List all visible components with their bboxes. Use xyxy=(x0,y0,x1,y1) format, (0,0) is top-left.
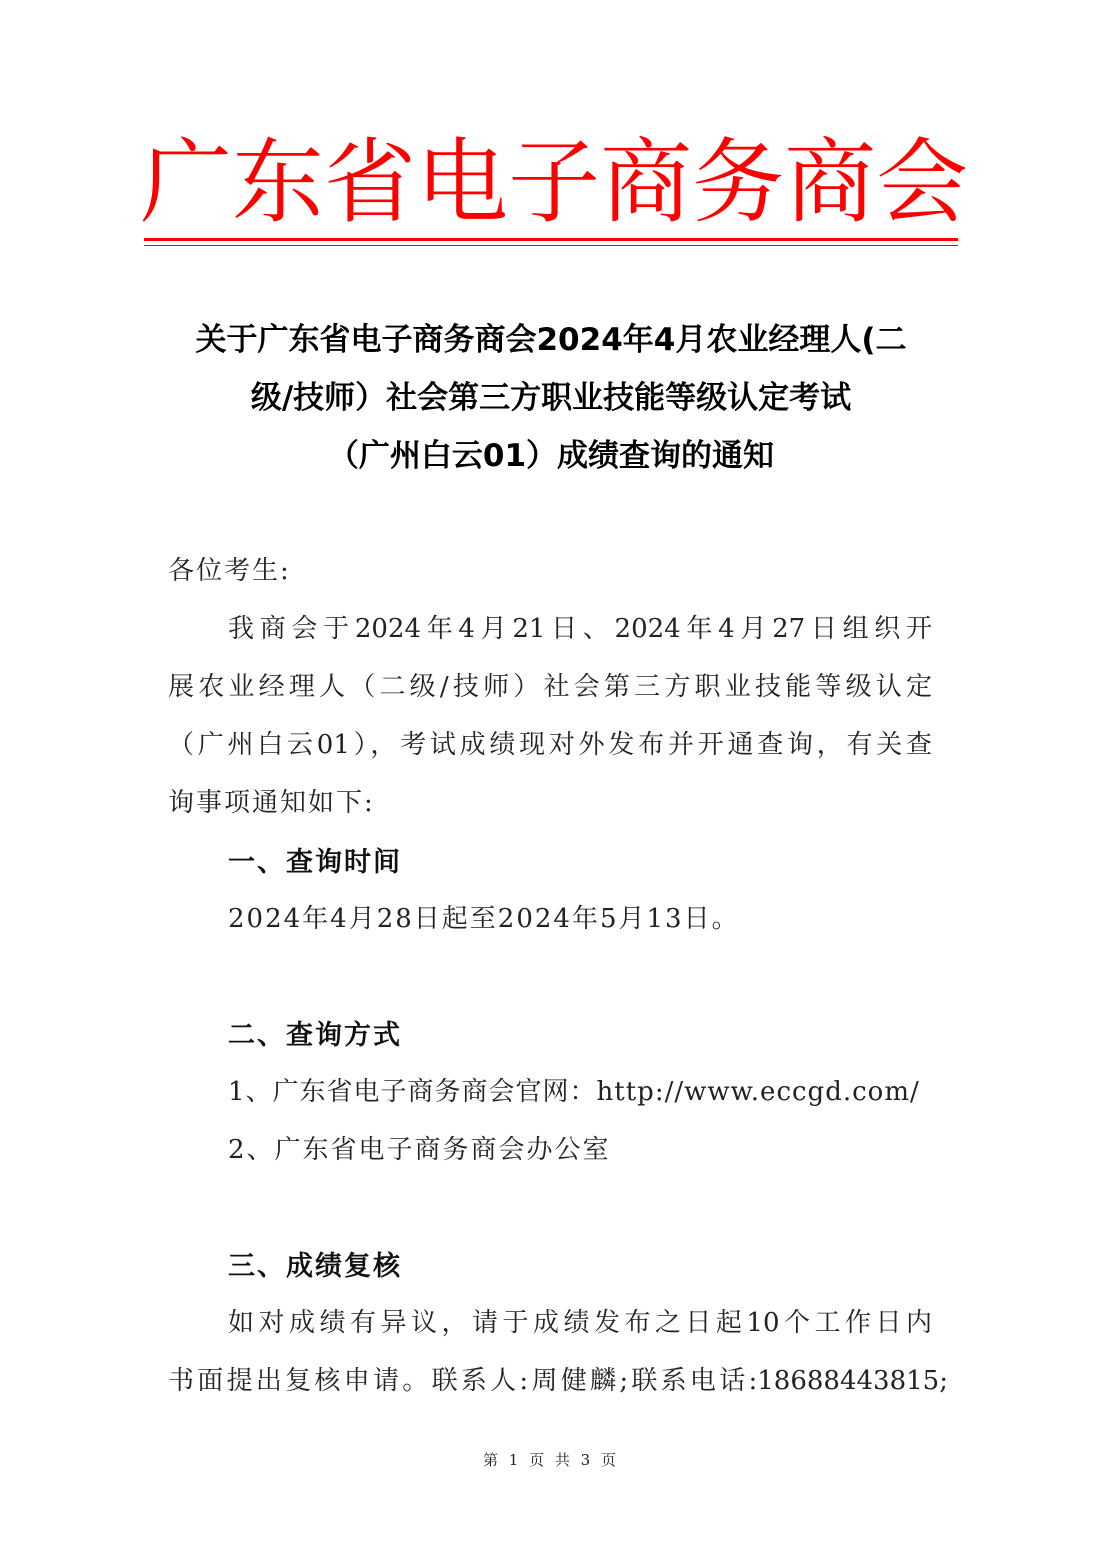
paragraph-1-line-2: 展农业经理人（二级/技师）社会第三方职业技能等级认定 xyxy=(168,672,932,702)
query-method-item-office: 2、广东省电子商务商会办公室 xyxy=(228,1135,611,1165)
letterhead-char: 子 xyxy=(508,129,601,236)
letterhead-char: 东 xyxy=(232,129,325,236)
letterhead-char: 商 xyxy=(600,129,693,236)
salutation: 各位考生: xyxy=(168,556,291,586)
page-number-footer: 第 1 页 共 3 页 xyxy=(483,1451,619,1469)
paragraph-1-line-4: 询事项通知如下: xyxy=(168,788,375,818)
notice-title-line-3: （广州白云01）成绩查询的通知 xyxy=(327,438,775,474)
score-review-line-1: 如对成绩有异议，请于成绩发布之日起10个工作日内 xyxy=(228,1308,932,1338)
section-heading-score-review: 三、成绩复核 xyxy=(228,1251,402,1282)
notice-title-line-2: 级/技师）社会第三方职业技能等级认定考试 xyxy=(250,380,852,416)
letterhead-char: 广 xyxy=(140,129,233,236)
letterhead-org-name xyxy=(140,128,969,238)
letterhead-char: 电 xyxy=(416,129,509,236)
letterhead-divider-thick xyxy=(144,238,958,241)
query-time-text: 2024年4月28日起至2024年5月13日。 xyxy=(228,904,740,934)
section-heading-query-time: 一、查询时间 xyxy=(228,847,402,878)
score-review-line-2: 书面提出复核申请。联系人:周健麟;联系电话:18688443815; xyxy=(168,1366,948,1396)
paragraph-1-line-3: （广州白云01），考试成绩现对外发布并开通查询，有关查 xyxy=(168,730,932,760)
query-method-item-website: 1、广东省电子商务商会官网：http://www.eccgd.com/ xyxy=(228,1077,920,1107)
letterhead-char: 商 xyxy=(784,129,877,236)
letterhead-char: 省 xyxy=(324,129,417,236)
paragraph-1-line-1: 我商会于2024年4月21日、2024年4月27日组织开 xyxy=(228,614,932,644)
section-heading-query-method: 二、查询方式 xyxy=(228,1020,402,1051)
notice-title-line-1: 关于广东省电子商务商会2024年4月农业经理人(二 xyxy=(195,322,907,358)
letterhead-divider-thin xyxy=(144,245,958,246)
letterhead-char: 务 xyxy=(692,129,785,236)
letterhead-char: 会 xyxy=(876,129,969,236)
